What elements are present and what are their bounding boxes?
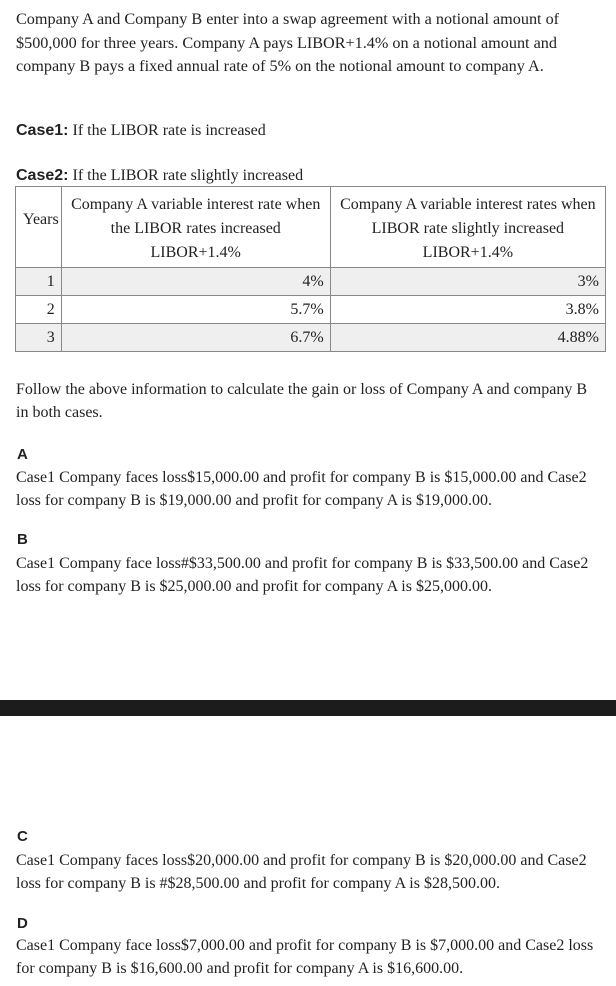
option-d-text[interactable]: Case1 Company face loss$7,000.00 and profit for company B is $7,000.00 and Case2 loss for company B is $16,600.00 and profit for company A is $16,600.00. xyxy=(16,937,594,977)
option-c-letter[interactable]: C xyxy=(17,828,28,845)
col2-header: Company A variable interest rates when LIBOR rate slightly increased LIBOR+1.4% xyxy=(330,187,605,268)
col2-cell: 3% xyxy=(330,268,605,296)
years-header: Years xyxy=(16,187,62,268)
table-row xyxy=(16,268,606,296)
case1-label: Case1: xyxy=(16,122,69,139)
col1-cell: 6.7% xyxy=(61,324,330,352)
option-a-letter[interactable]: A xyxy=(17,446,28,463)
col1-cell: 5.7% xyxy=(61,296,330,324)
col1-header: Company A variable interest rate when the LIBOR rates increased LIBOR+1.4% xyxy=(61,187,330,268)
question-intro: Company A and Company B enter into a swap agreement with a notional amount of $500,000 for three years. Company A pays LIBOR+1.4% on a notional amount and company B pays a fixed annual rate of 5% on the notional amount to company A. xyxy=(16,10,560,75)
interest-rate-table xyxy=(15,186,606,352)
col2-cell: 3.8% xyxy=(330,296,605,324)
year-cell: 3 xyxy=(16,324,62,352)
case1-text: If the LIBOR rate is increased xyxy=(68,122,266,139)
col1-cell: 4% xyxy=(61,268,330,296)
option-b-text[interactable]: Case1 Company face loss#$33,500.00 and profit for company B is $33,500.00 and Case2 loss for company B is $25,000.00 and profit for company A is $25,000.00. xyxy=(16,555,589,595)
table-row xyxy=(16,324,606,352)
section-divider xyxy=(0,700,616,716)
table-header-row xyxy=(16,187,606,268)
option-a-text[interactable]: Case1 Company faces loss$15,000.00 and profit for company B is $15,000.00 and Case2 loss for company B is $19,000.00 and profit for company A is $19,000.00. xyxy=(16,469,587,509)
year-cell: 2 xyxy=(16,296,62,324)
option-b-letter[interactable]: B xyxy=(17,531,28,548)
year-cell: 1 xyxy=(16,268,62,296)
case2-line xyxy=(16,165,303,187)
table-row xyxy=(16,296,606,324)
case2-label: Case2: xyxy=(16,167,69,184)
col2-cell: 4.88% xyxy=(330,324,605,352)
case1-line xyxy=(16,120,266,142)
case2-text: If the LIBOR rate slightly increased xyxy=(68,167,304,184)
option-d-letter[interactable]: D xyxy=(17,915,28,932)
question-instruction: Follow the above information to calculate the gain or loss of Company A and company B in both cases. xyxy=(16,381,587,421)
option-c-text[interactable]: Case1 Company faces loss$20,000.00 and profit for company B is $20,000.00 and Case2 loss for company B is #$28,500.00 and profit for company A is $28,500.00. xyxy=(16,852,587,892)
